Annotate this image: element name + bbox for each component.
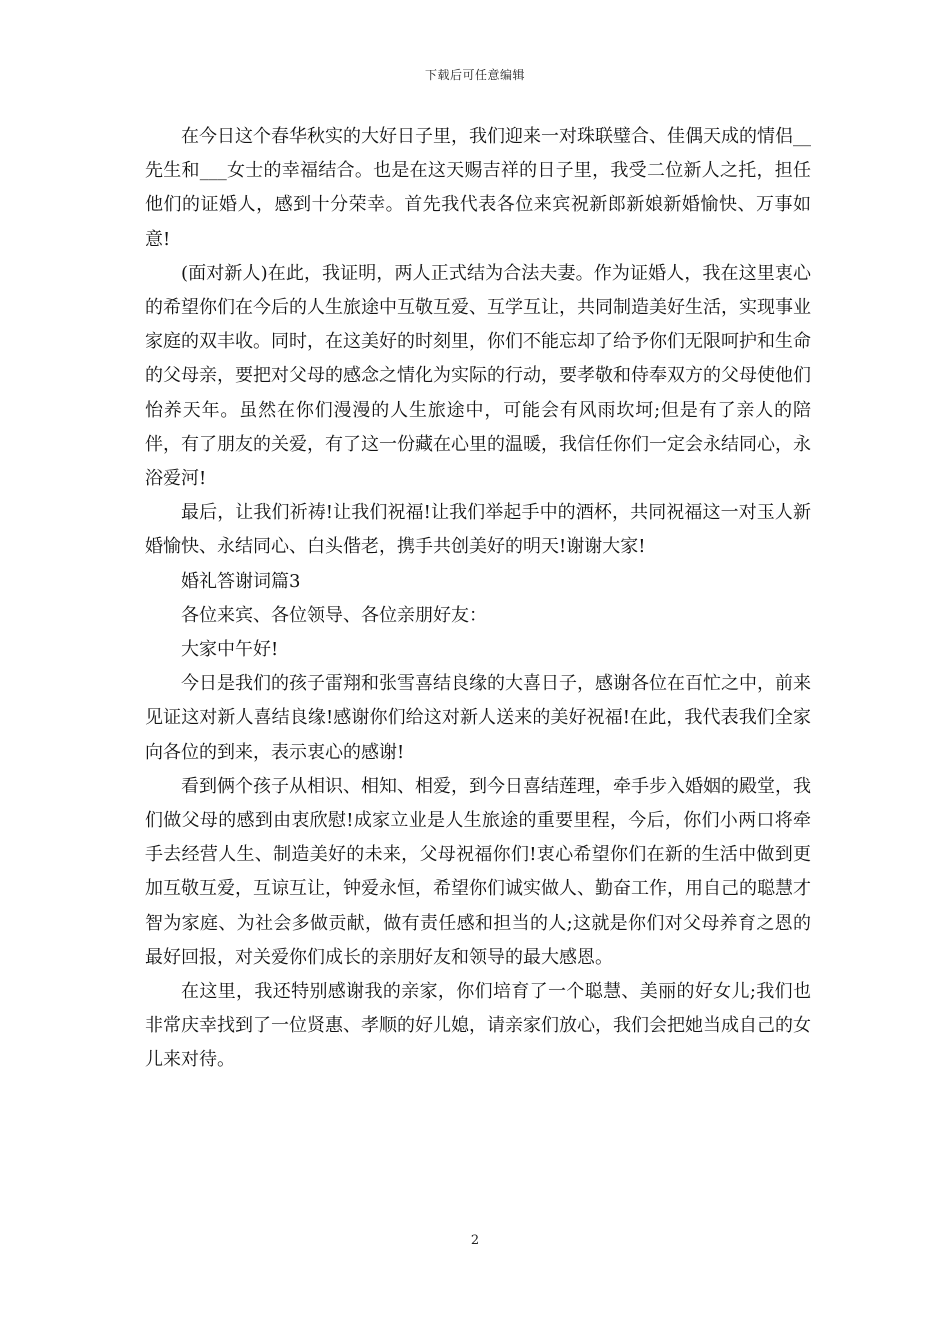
page-header-note: 下载后可任意编辑	[424, 68, 525, 82]
greeting: 大家中午好!	[181, 639, 279, 661]
paragraph-2: (面对新人)在此，我证明，两人正式结为合法夫妻。作为证婚人，我在这里衷心的希望你们在今后的人生旅途中互敬互爱、互学互让，共同制造美好生活，实现事业家庭的双丰收。同时，在这美好的时刻里，你们不能忘却了给予你们无限呵护和生命的父母亲，要把对父母的感念之情化为实际的行动，要孝敬和侍奉双方的父母使他们怡养天年。虽然在你们漫漫的人生旅途中，可能会有风雨坎坷;但是有了亲人的陪伴，有了朋友的关爱，有了这一份藏在心里的温暖，我信任你们一定会永结同心，永浴爱河!	[145, 262, 811, 490]
paragraph-6: 在这里，我还特别感谢我的亲家，你们培育了一个聪慧、美丽的好女儿;我们也非常庆幸找到了一位贤惠、孝顺的好儿媳，请亲家们放心，我们会把她当成自己的女儿来对待。	[145, 981, 811, 1071]
paragraph-3: 最后，让我们祈祷!让我们祝福!让我们举起手中的酒杯，共同祝福这一对玉人新婚愉快、永结同心、白头偕老，携手共创美好的明天!谢谢大家!	[145, 502, 811, 558]
paragraph-5: 看到俩个孩子从相识、相知、相爱，到今日喜结莲理，牵手步入婚姻的殿堂，我们做父母的感到由衷欣慰!成家立业是人生旅途的重要里程，今后，你们小两口将牵手去经营人生、制造美好的未来，父母祝福你们!衷心希望你们在新的生活中做到更加互敬互爱，互谅互让，钟爱永恒，希望你们诚实做人、勤奋工作，用自己的聪慧才智为家庭、为社会多做贡献，做有责任感和担当的人;这就是你们对父母养育之恩的最好回报，对关爱你们成长的亲朋好友和领导的最大感恩。	[145, 775, 811, 968]
document-body	[145, 120, 811, 1078]
paragraph-4: 今日是我们的孩子雷翔和张雪喜结良缘的大喜日子，感谢各位在百忙之中，前来见证这对新人喜结良缘!感谢你们给这对新人送来的美好祝福!在此，我代表我们全家向各位的到来，表示衷心的感谢!	[145, 673, 811, 763]
paragraph-1: 在今日这个春华秋实的大好日子里，我们迎来一对珠联璧合、佳偶天成的情侣__先生和___女士的幸福结合。也是在这天赐吉祥的日子里，我受二位新人之托，担任他们的证婚人，感到十分荣幸。首先我代表各位来宾祝新郎新娘新婚愉快、万事如意!	[145, 126, 811, 250]
page-number: 2	[470, 1233, 480, 1248]
salutation: 各位来宾、各位领导、各位亲朋好友：	[181, 604, 487, 626]
section-heading: 婚礼答谢词篇3	[181, 570, 301, 592]
